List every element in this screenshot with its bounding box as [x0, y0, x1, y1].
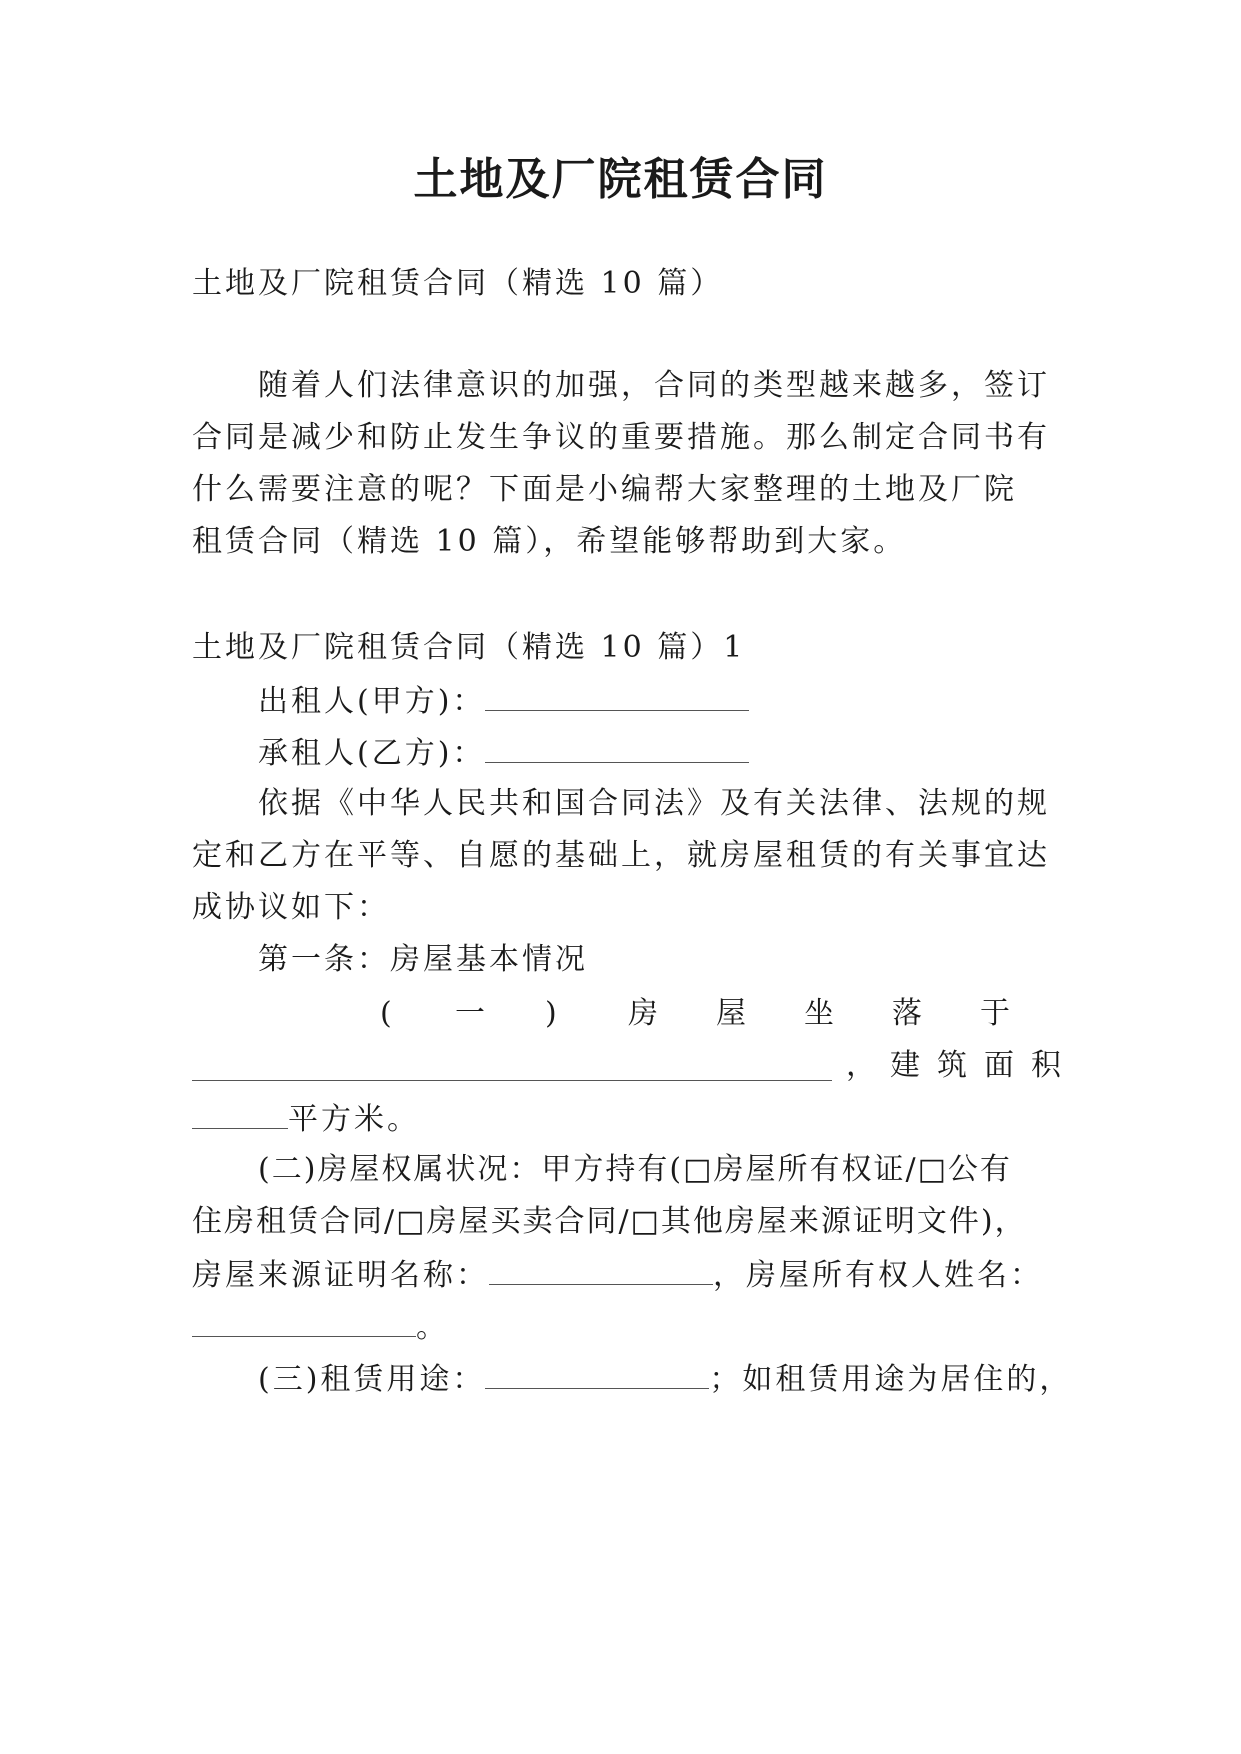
owner-name-label: ，房屋所有权人姓名：: [713, 1258, 1043, 1293]
intro-line-2: 合同是减少和防止发生争议的重要措施。那么制定合同书有: [192, 420, 1050, 455]
usage-label: (三)租赁用途：: [258, 1362, 486, 1397]
lessee-label: 承租人(乙方)：: [258, 736, 486, 771]
lessee-line: [258, 732, 749, 774]
item2-line-3: [192, 1254, 1043, 1296]
item1-tail-char: 面: [984, 1048, 1014, 1083]
item1-char: 坐: [804, 996, 834, 1031]
lessor-line: [258, 680, 749, 722]
item2-line-1: (二)房屋权属状况：甲方持有(□房屋所有权证/□公有: [258, 1152, 1012, 1187]
item1-tail-char: 积: [1031, 1048, 1061, 1083]
article-1-heading: 第一条：房屋基本情况: [258, 942, 588, 977]
address-blank: [192, 1050, 832, 1081]
document-title: 土地及厂院租赁合同: [413, 154, 828, 205]
basis-line-2: 定和乙方在平等、自愿的基础上，就房屋租赁的有关事宜达: [192, 838, 1050, 873]
item1-tail-char: 建: [890, 1048, 920, 1083]
lessor-label: 出租人(甲方)：: [258, 684, 486, 719]
basis-line-1: 依据《中华人民共和国合同法》及有关法律、法规的规: [258, 786, 1050, 821]
usage-tail: ；如租赁用途为居住的，: [709, 1362, 1073, 1397]
source-doc-blank: [489, 1254, 713, 1285]
document-subtitle: 土地及厂院租赁合同（精选 10 篇）: [192, 266, 724, 301]
usage-blank: [485, 1358, 709, 1389]
item1-tail-char: 筑: [937, 1048, 967, 1083]
intro-line-3: 什么需要注意的呢？下面是小编帮大家整理的土地及厂院: [192, 472, 1017, 507]
item1-char: 于: [980, 996, 1010, 1031]
lessor-blank: [485, 680, 749, 711]
item1-char: 一: [455, 996, 485, 1031]
source-doc-label: 房屋来源证明名称：: [192, 1258, 489, 1293]
area-unit: 平方米。: [288, 1102, 420, 1137]
area-blank: [192, 1098, 288, 1129]
item2-line-2: 住房租赁合同/□房屋买卖合同/□其他房屋来源证明文件)，: [192, 1204, 1027, 1239]
lessee-blank: [485, 732, 749, 763]
intro-line-4: 租赁合同（精选 10 篇），希望能够帮助到大家。: [192, 524, 907, 559]
item1-tail-char: ，: [846, 1048, 876, 1083]
item3-line: [258, 1358, 1072, 1400]
item1-char: 屋: [716, 996, 746, 1031]
item1-char: (: [380, 996, 392, 1031]
item2-line-4: [192, 1306, 449, 1348]
item1-char: 房: [628, 996, 658, 1031]
item2-end: 。: [416, 1310, 449, 1345]
item1-char: ): [545, 996, 557, 1031]
section-heading: 土地及厂院租赁合同（精选 10 篇）1: [192, 630, 746, 665]
owner-name-blank: [192, 1306, 416, 1337]
intro-line-1: 随着人们法律意识的加强，合同的类型越来越多，签订: [258, 368, 1050, 403]
area-line: [192, 1098, 420, 1140]
item1-char: 落: [892, 996, 922, 1031]
basis-line-3: 成协议如下：: [192, 890, 390, 925]
